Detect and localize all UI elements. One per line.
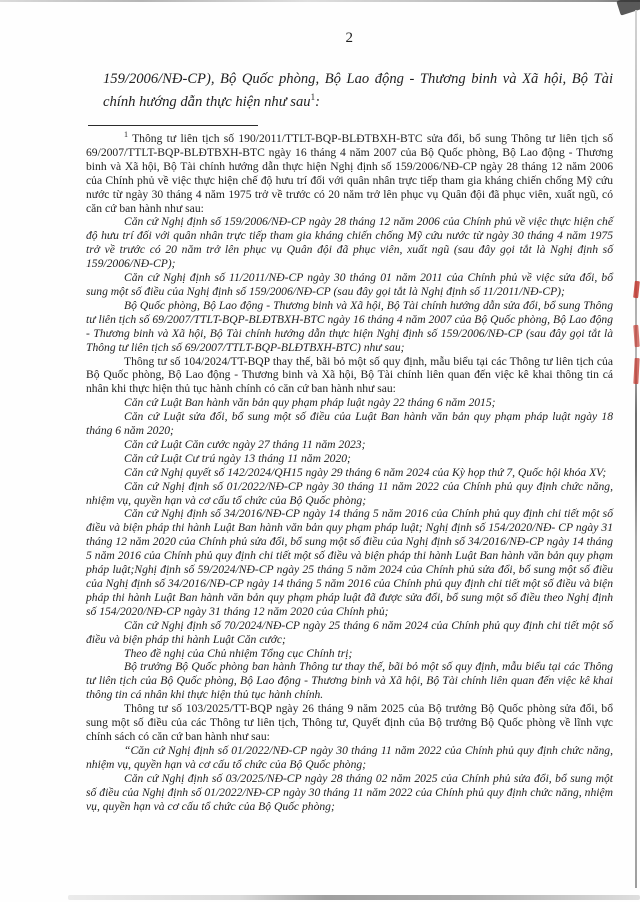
- red-stamp-edge-mark: [633, 358, 639, 384]
- footnote-paragraph: Căn cứ Luật Cư trú ngày 13 tháng 11 năm 2020;: [124, 451, 351, 465]
- footnote-paragraph: Thông tư số 103/2025/TT-BQP ngày 26 tháng 9 năm 2025 của Bộ trưởng Bộ Quốc phòng sửa đổi, bổ sung một số điều của các Thông tư liên tịch, Thông tư, Quyết định của Bộ trưởng Bộ Quốc phòng về lĩnh vực chính sách có căn cứ ban hành như sau:: [86, 702, 613, 743]
- footnote-paragraph: Căn cứ Luật Ban hành văn bản quy phạm pháp luật ngày 22 tháng 6 năm 2015;: [124, 396, 496, 410]
- scan-artifact-top-edge: [0, 0, 640, 2]
- page-number: 2: [345, 30, 354, 46]
- footnote-paragraph: Căn cứ Nghị quyết số 142/2024/QH15 ngày 29 tháng 6 năm 2024 của Kỳ họp thứ 7, Quốc hội khóa XV;: [124, 465, 607, 479]
- footnote-paragraph: Bộ Quốc phòng, Bộ Lao động - Thương binh và Xã hội, Bộ Tài chính hướng dẫn sửa đổi, bổ sung Thông tư liên tịch số 69/2007/TTLT-BQP-BLĐTBXH-BTC ngày 16 tháng 4 năm 2007 của Bộ Quốc phòng, Bộ Lao động - Thương binh và Xã hội, Bộ Tài chính hướng dẫn thực hiện Nghị định số 159/2006/NĐ-CP (sau đây gọi tắt là Thông tư liên tịch số 69/2007/TTLT-BQP-BLĐTBXH-BTC) như sau;: [86, 298, 613, 354]
- footnote-paragraph: Căn cứ Nghị định số 159/2006/NĐ-CP ngày 28 tháng 12 năm 2006 của Chính phủ về việc thực hiện chế độ hưu trí đối với quân nhân trực tiếp tham gia kháng chiến chống Mỹ cứu nước từ ngày 30 tháng 4 năm 1975 trở về trước có 20 năm trở lên phục vụ Quân đội đã phục viên, xuất ngũ (sau đây gọi tắt là Nghị định số 159/2006/NĐ-CP);: [86, 215, 613, 271]
- footnote-paragraph: Theo đề nghị của Chủ nhiệm Tổng cục Chính trị;: [124, 646, 353, 660]
- scan-artifact-bottom-edge: [68, 895, 640, 900]
- body-text: 159/2006/NĐ-CP), Bộ Quốc phòng, Bộ Lao động - Thương binh và Xã hội, Bộ Tài chính hướng dẫn thực hiện như sau: [103, 71, 613, 110]
- footnote-marker: 1: [124, 130, 128, 140]
- footnote-separator: [88, 125, 258, 126]
- footnote-paragraph: Căn cứ Nghị định số 11/2011/NĐ-CP ngày 30 tháng 01 năm 2011 của Chính phủ về việc sửa đổi, bổ sung một số điều của Nghị định số 159/2006/NĐ-CP (sau đây gọi tắt là Nghị định số 11/2011/NĐ-CP);: [86, 271, 613, 298]
- footnote-paragraph: Bộ trưởng Bộ Quốc phòng ban hành Thông tư thay thế, bãi bỏ một số quy định, mẫu biểu tại các Thông tư liên tịch của Bộ Quốc phòng, Bộ Lao động - Thương binh và Xã hội, Bộ Tài chính liên quan đến việc kê khai thông tin cá nhân khi thực hiện thủ tục hành chính.: [86, 660, 613, 702]
- body-paragraph: [103, 68, 613, 114]
- footnote-block: [86, 132, 613, 813]
- footnote-paragraph: Căn cứ Nghị định số 03/2025/NĐ-CP ngày 28 tháng 02 năm 2025 của Chính phủ sửa đổi, bổ sung một số điều của Nghị định số 01/2022/NĐ-CP ngày 30 tháng 11 năm 2022 của Chính phủ quy định chức năng, nhiệm vụ, quyền hạn và cơ cấu tổ chức của Bộ Quốc phòng;: [86, 771, 613, 813]
- page-content: [86, 30, 613, 813]
- red-stamp-edge-mark: [633, 325, 640, 347]
- footnote-paragraph: Căn cứ Nghị định số 70/2024/NĐ-CP ngày 25 tháng 6 năm 2024 của Chính phủ quy định chi tiết một số điều và biện pháp thi hành Luật Căn cước;: [86, 618, 613, 646]
- page-edge-line: [635, 10, 637, 888]
- footnote-paragraph: $^1$ Thông tư liên tịch số 190/2011/TTLT-BQP-BLĐTBXH-BTC sửa đổi, bổ sung Thông tư liên tịch số 69/2007/TTLT-BQP-BLĐTBXH-BTC ngày 16 tháng 4 năm 2007 của Bộ Quốc phòng, Bộ Lao động - Thương binh và Xã hội, Bộ Tài chính hướng dẫn thực hiện Nghị định số 159/2006/NĐ-CP ngày 28 tháng 12 năm 2006 của Chính phủ về việc thực hiện chế độ hưu trí đối với quân nhân trực tiếp tham gia kháng chiến chống Mỹ cứu nước từ ngày 30 tháng 4 năm 1975 trở về trước có 20 năm trở lên phục vụ Quân đội đã phục viên, xuất ngũ, có căn cứ ban hành như sau:: [86, 130, 613, 215]
- footnote-paragraph: Căn cứ Nghị định số 01/2022/NĐ-CP ngày 30 tháng 11 năm 2022 của Chính phủ quy định chức năng, nhiệm vụ, quyền hạn và cơ cấu tổ chức của Bộ Quốc phòng;: [86, 479, 613, 507]
- footnote-paragraph: Thông tư số 104/2024/TT-BQP thay thế, bãi bỏ một số quy định, mẫu biểu tại các Thông tư liên tịch của Bộ Quốc phòng, Bộ Lao động - Thương binh và Xã hội, Bộ Tài chính liên quan đến việc kê khai thông tin cá nhân khi thực hiện thủ tục hành chính có căn cứ ban hành như sau:: [86, 354, 613, 396]
- footnote-paragraph: “Căn cứ Nghị định số 01/2022/NĐ-CP ngày 30 tháng 11 năm 2022 của Chính phủ quy định chức năng, nhiệm vụ, quyền hạn và cơ cấu tổ chức của Bộ Quốc phòng;: [86, 743, 613, 771]
- footnote-paragraph: Căn cứ Nghị định số 34/2016/NĐ-CP ngày 14 tháng 5 năm 2016 của Chính phủ quy định chi tiết một số điều và biện pháp thi hành Luật Ban hành văn bản quy phạm pháp luật; Nghị định số 154/2020/NĐ- CP ngày 31 tháng 12 năm 2020 của Chính phủ sửa đổi, bổ sung một số điều của Nghị định số 34/2016/NĐ-CP ngày 14 tháng 5 năm 2016 của Chính phủ quy định chi tiết một số điều và biện pháp thi hành Luật Ban hành văn bản quy phạm pháp luật;Nghị định số 59/2024/NĐ-CP ngày 25 tháng 5 năm 2024 của Chính phủ sửa đổi, bổ sung một số điều của Nghị định số 34/2016/NĐ-CP ngày 14 tháng 5 năm 2016 của Chính phủ quy định chi tiết một số điều và biện pháp thi hành Luật Ban hành văn bản quy phạm pháp luật đã được sửa đổi, bổ sung một số điều theo Nghị định số 154/2020/NĐ-CP ngày 31 tháng 12 năm 2020 của Chính phủ;: [86, 507, 613, 618]
- footnote-ref-marker: 1: [310, 92, 316, 103]
- red-stamp-edge-mark: [633, 281, 640, 298]
- body-text-colon: :: [315, 94, 320, 110]
- footnote-paragraph: Căn cứ Luật Căn cước ngày 27 tháng 11 năm 2023;: [124, 437, 366, 451]
- footnote-paragraph: Căn cứ Luật sửa đổi, bổ sung một số điều của Luật Ban hành văn bản quy phạm pháp luật ngày 18 tháng 6 năm 2020;: [86, 410, 613, 438]
